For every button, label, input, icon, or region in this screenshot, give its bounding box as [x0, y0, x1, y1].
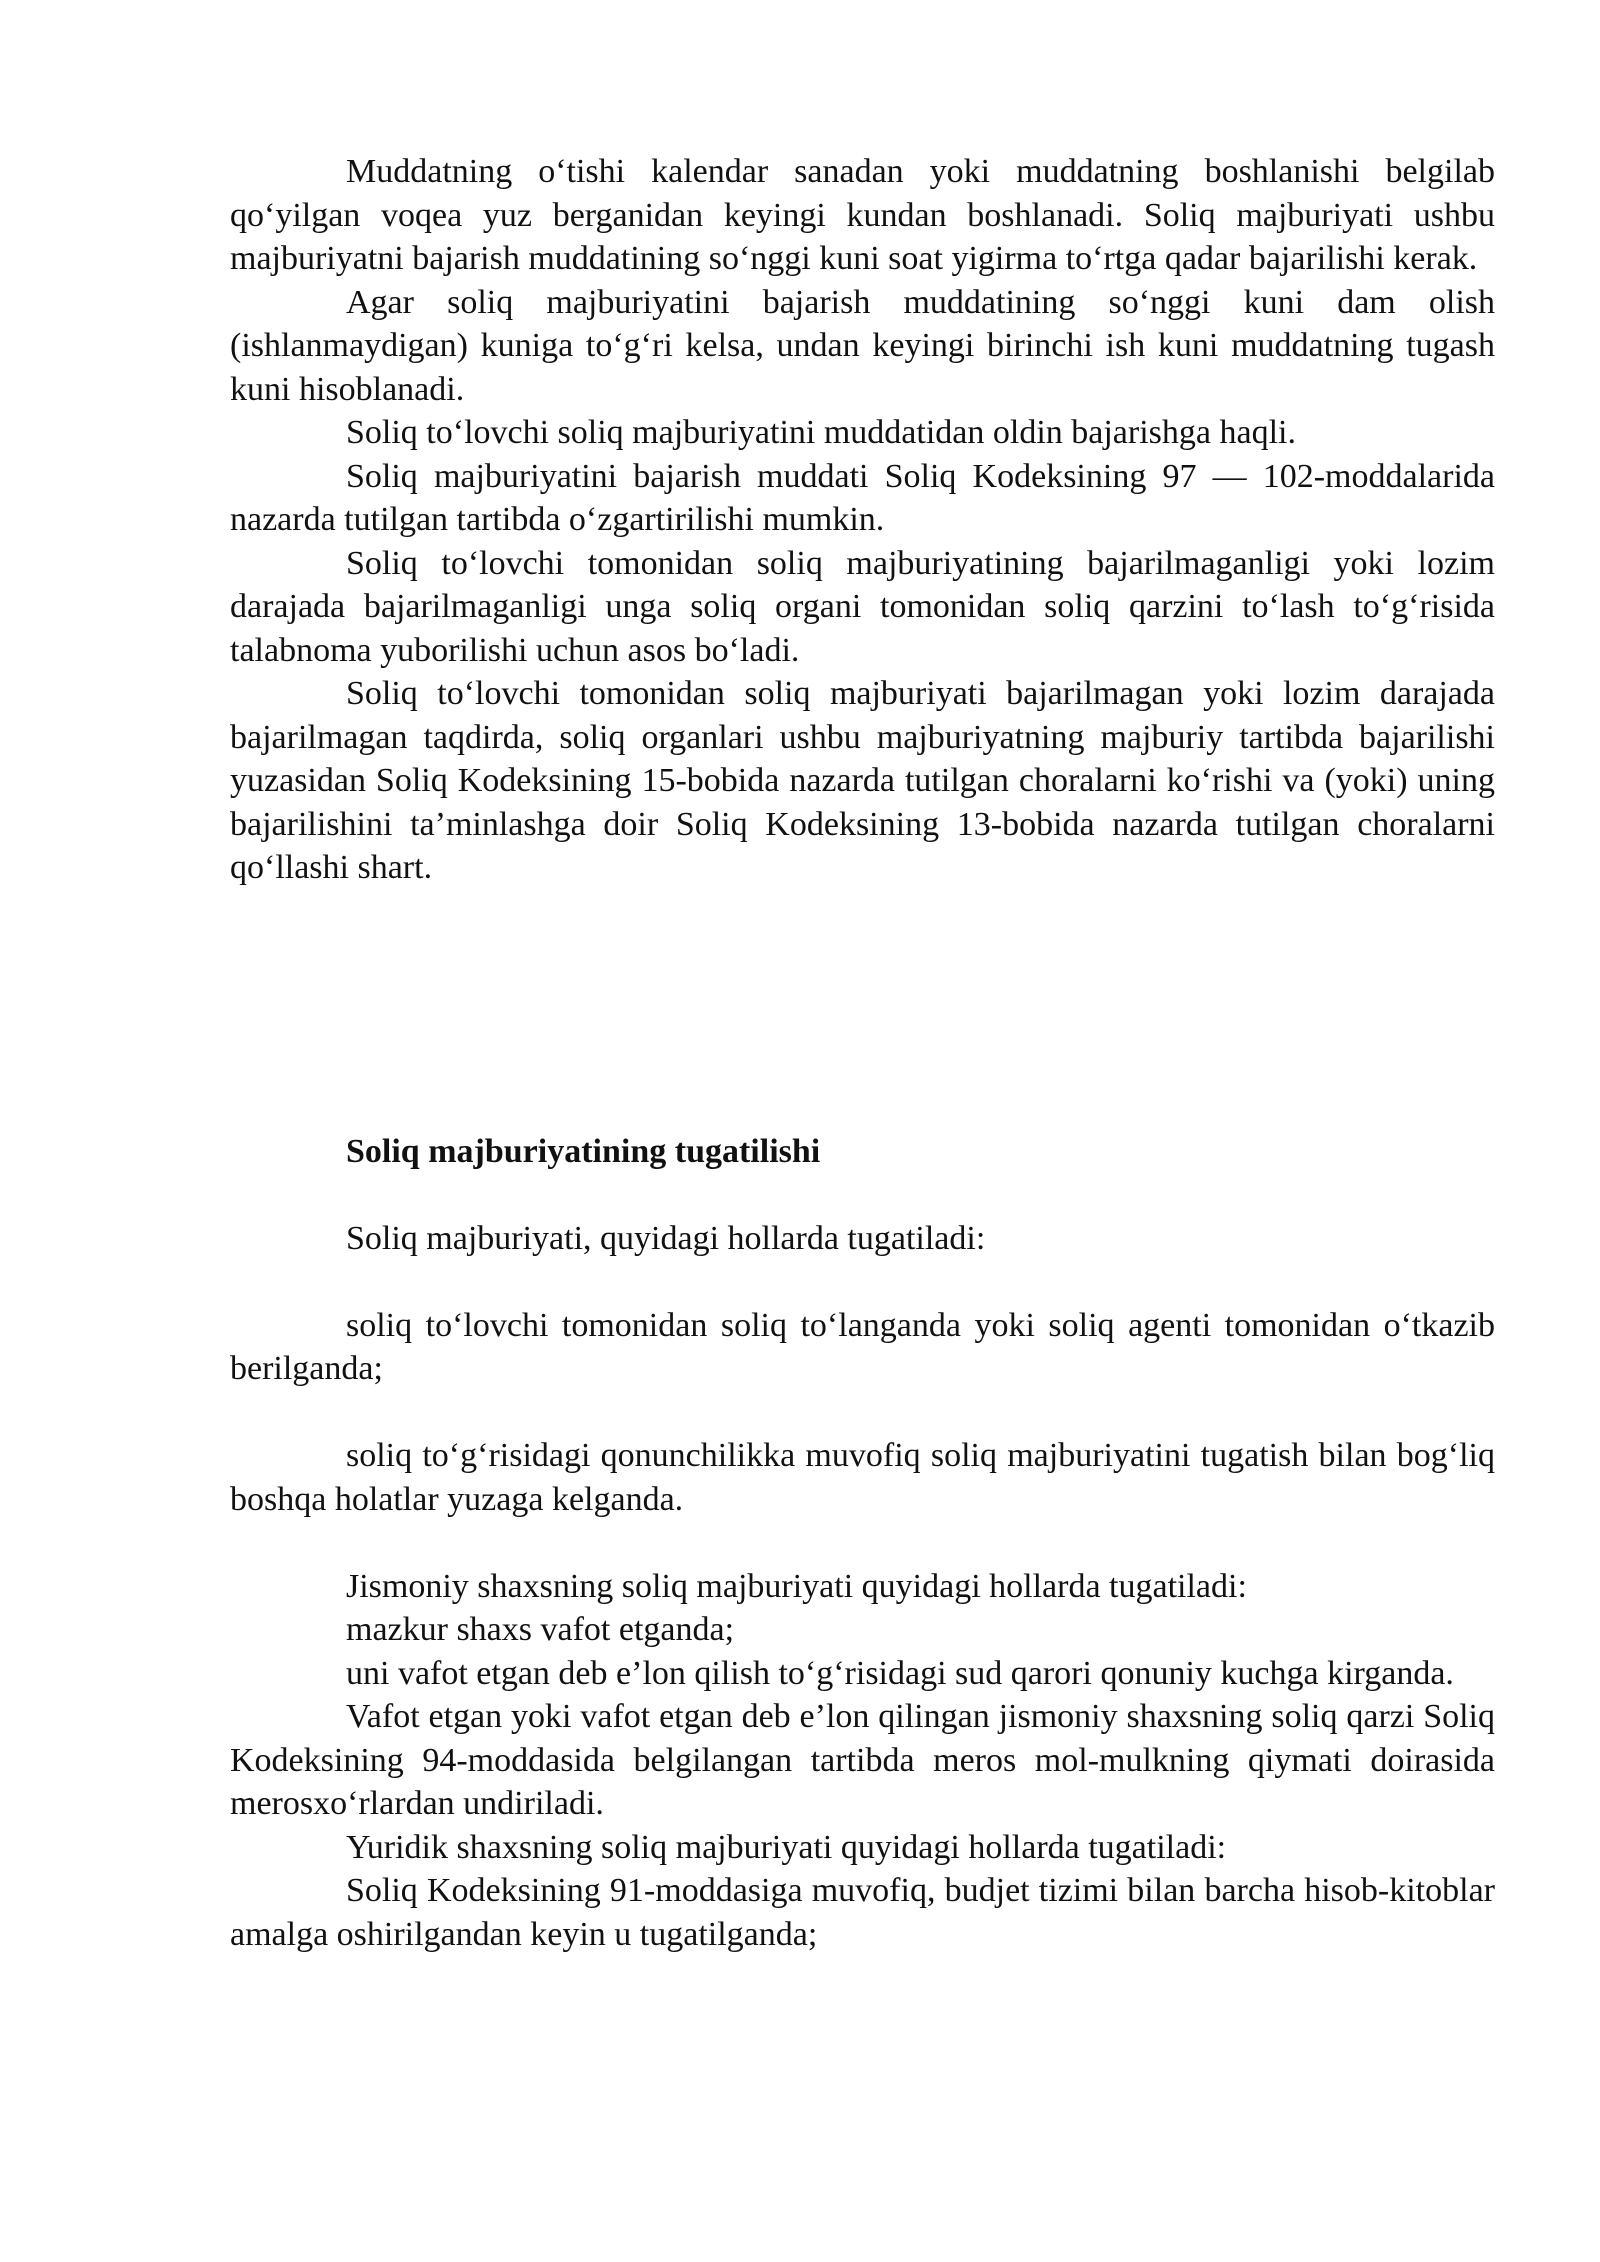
paragraph-individual-intro: Jismoniy shaxsning soliq majburiyati quyidagi hollarda tugatiladi:	[346, 1567, 1247, 1605]
paragraph-termination-intro: Soliq majburiyati, quyidagi hollarda tugatiladi:	[346, 1219, 986, 1257]
spacer	[230, 1391, 1495, 1435]
spacer	[230, 1173, 1495, 1217]
paragraph-case-payment: soliq to‘lovchi tomonidan soliq to‘langanda yoki soliq agenti tomonidan o‘tkazib berilganda;	[230, 1306, 1495, 1387]
paragraph-term-start: Muddatning o‘tishi kalendar sanadan yoki muddatning boshlanishi belgilab qo‘yilgan voqea yuz berganidan keyingi kundan boshlanadi. Soliq majburiyati ushbu majburiyatni bajarish muddatining so‘nggi kuni soat yigirma to‘rtga qadar bajarilishi kerak.	[230, 153, 1495, 277]
paragraph-case-other: soliq to‘g‘risidagi qonunchilikka muvofiq soliq majburiyatini tugatish bilan bog‘liq boshqa holatlar yuzaga kelganda.	[230, 1437, 1495, 1518]
paragraph-legal-entity-liquidation: Soliq Kodeksining 91-moddasiga muvofiq, budjet tizimi bilan barcha hisob-kitoblar amalga oshirilgandan keyin u tugatilganda;	[230, 1872, 1495, 1953]
paragraph-term-change: Soliq majburiyatini bajarish muddati Soliq Kodeksining 97 — 102-moddalarida nazarda tutilgan tartibda o‘zgartirilishi mumkin.	[230, 457, 1495, 538]
spacer	[230, 1521, 1495, 1565]
paragraph-legal-entity-intro: Yuridik shaxsning soliq majburiyati quyidagi hollarda tugatiladi:	[346, 1828, 1227, 1866]
paragraph-holiday-rule: Agar soliq majburiyatini bajarish muddatining so‘nggi kuni dam olish (ishlanmaydigan) kuniga to‘g‘ri kelsa, undan keyingi birinchi ish kuni muddatning tugash kuni hisoblanadi.	[230, 283, 1495, 408]
document-page	[230, 150, 1495, 1956]
section-spacer	[230, 890, 1495, 1130]
paragraph-inheritance-debt: Vafot etgan yoki vafot etgan deb e’lon qilingan jismoniy shaxsning soliq qarzi Soliq Kodeksining 94-moddasida belgilangan tartibda meros mol-mulkning qiymati doirasida merosxo‘rlardan undiriladi.	[230, 1698, 1495, 1822]
paragraph-individual-death: mazkur shaxs vafot etganda;	[346, 1611, 735, 1648]
paragraph-early-fulfilment: Soliq to‘lovchi soliq majburiyatini muddatidan oldin bajarishga haqli.	[346, 414, 1296, 451]
paragraph-individual-court: uni vafot etgan deb e’lon qilish to‘g‘risidagi sud qarori qonuniy kuchga kirganda.	[346, 1654, 1454, 1692]
section-heading: Soliq majburiyatining tugatilishi	[346, 1132, 821, 1170]
paragraph-enforcement: Soliq to‘lovchi tomonidan soliq majburiyati bajarilmagan yoki lozim darajada bajarilmagan taqdirda, soliq organlari ushbu majburiyatning majburiy tartibda bajarilishi yuzasidan Soliq Kodeksining 15-bobida nazarda tutilgan choralarni ko‘rishi va (yoki) uning bajarilishini ta’minlashga doir Soliq Kodeksining 13-bobida nazarda tutilgan choralarni qo‘llashi shart.	[230, 675, 1495, 886]
spacer	[230, 1260, 1495, 1304]
paragraph-demand-notice: Soliq to‘lovchi tomonidan soliq majburiyatining bajarilmaganligi yoki lozim darajada bajarilmaganligi unga soliq organi tomonidan soliq qarzini to‘lash to‘g‘risida talabnoma yuborilishi uchun asos bo‘ladi.	[230, 544, 1495, 669]
